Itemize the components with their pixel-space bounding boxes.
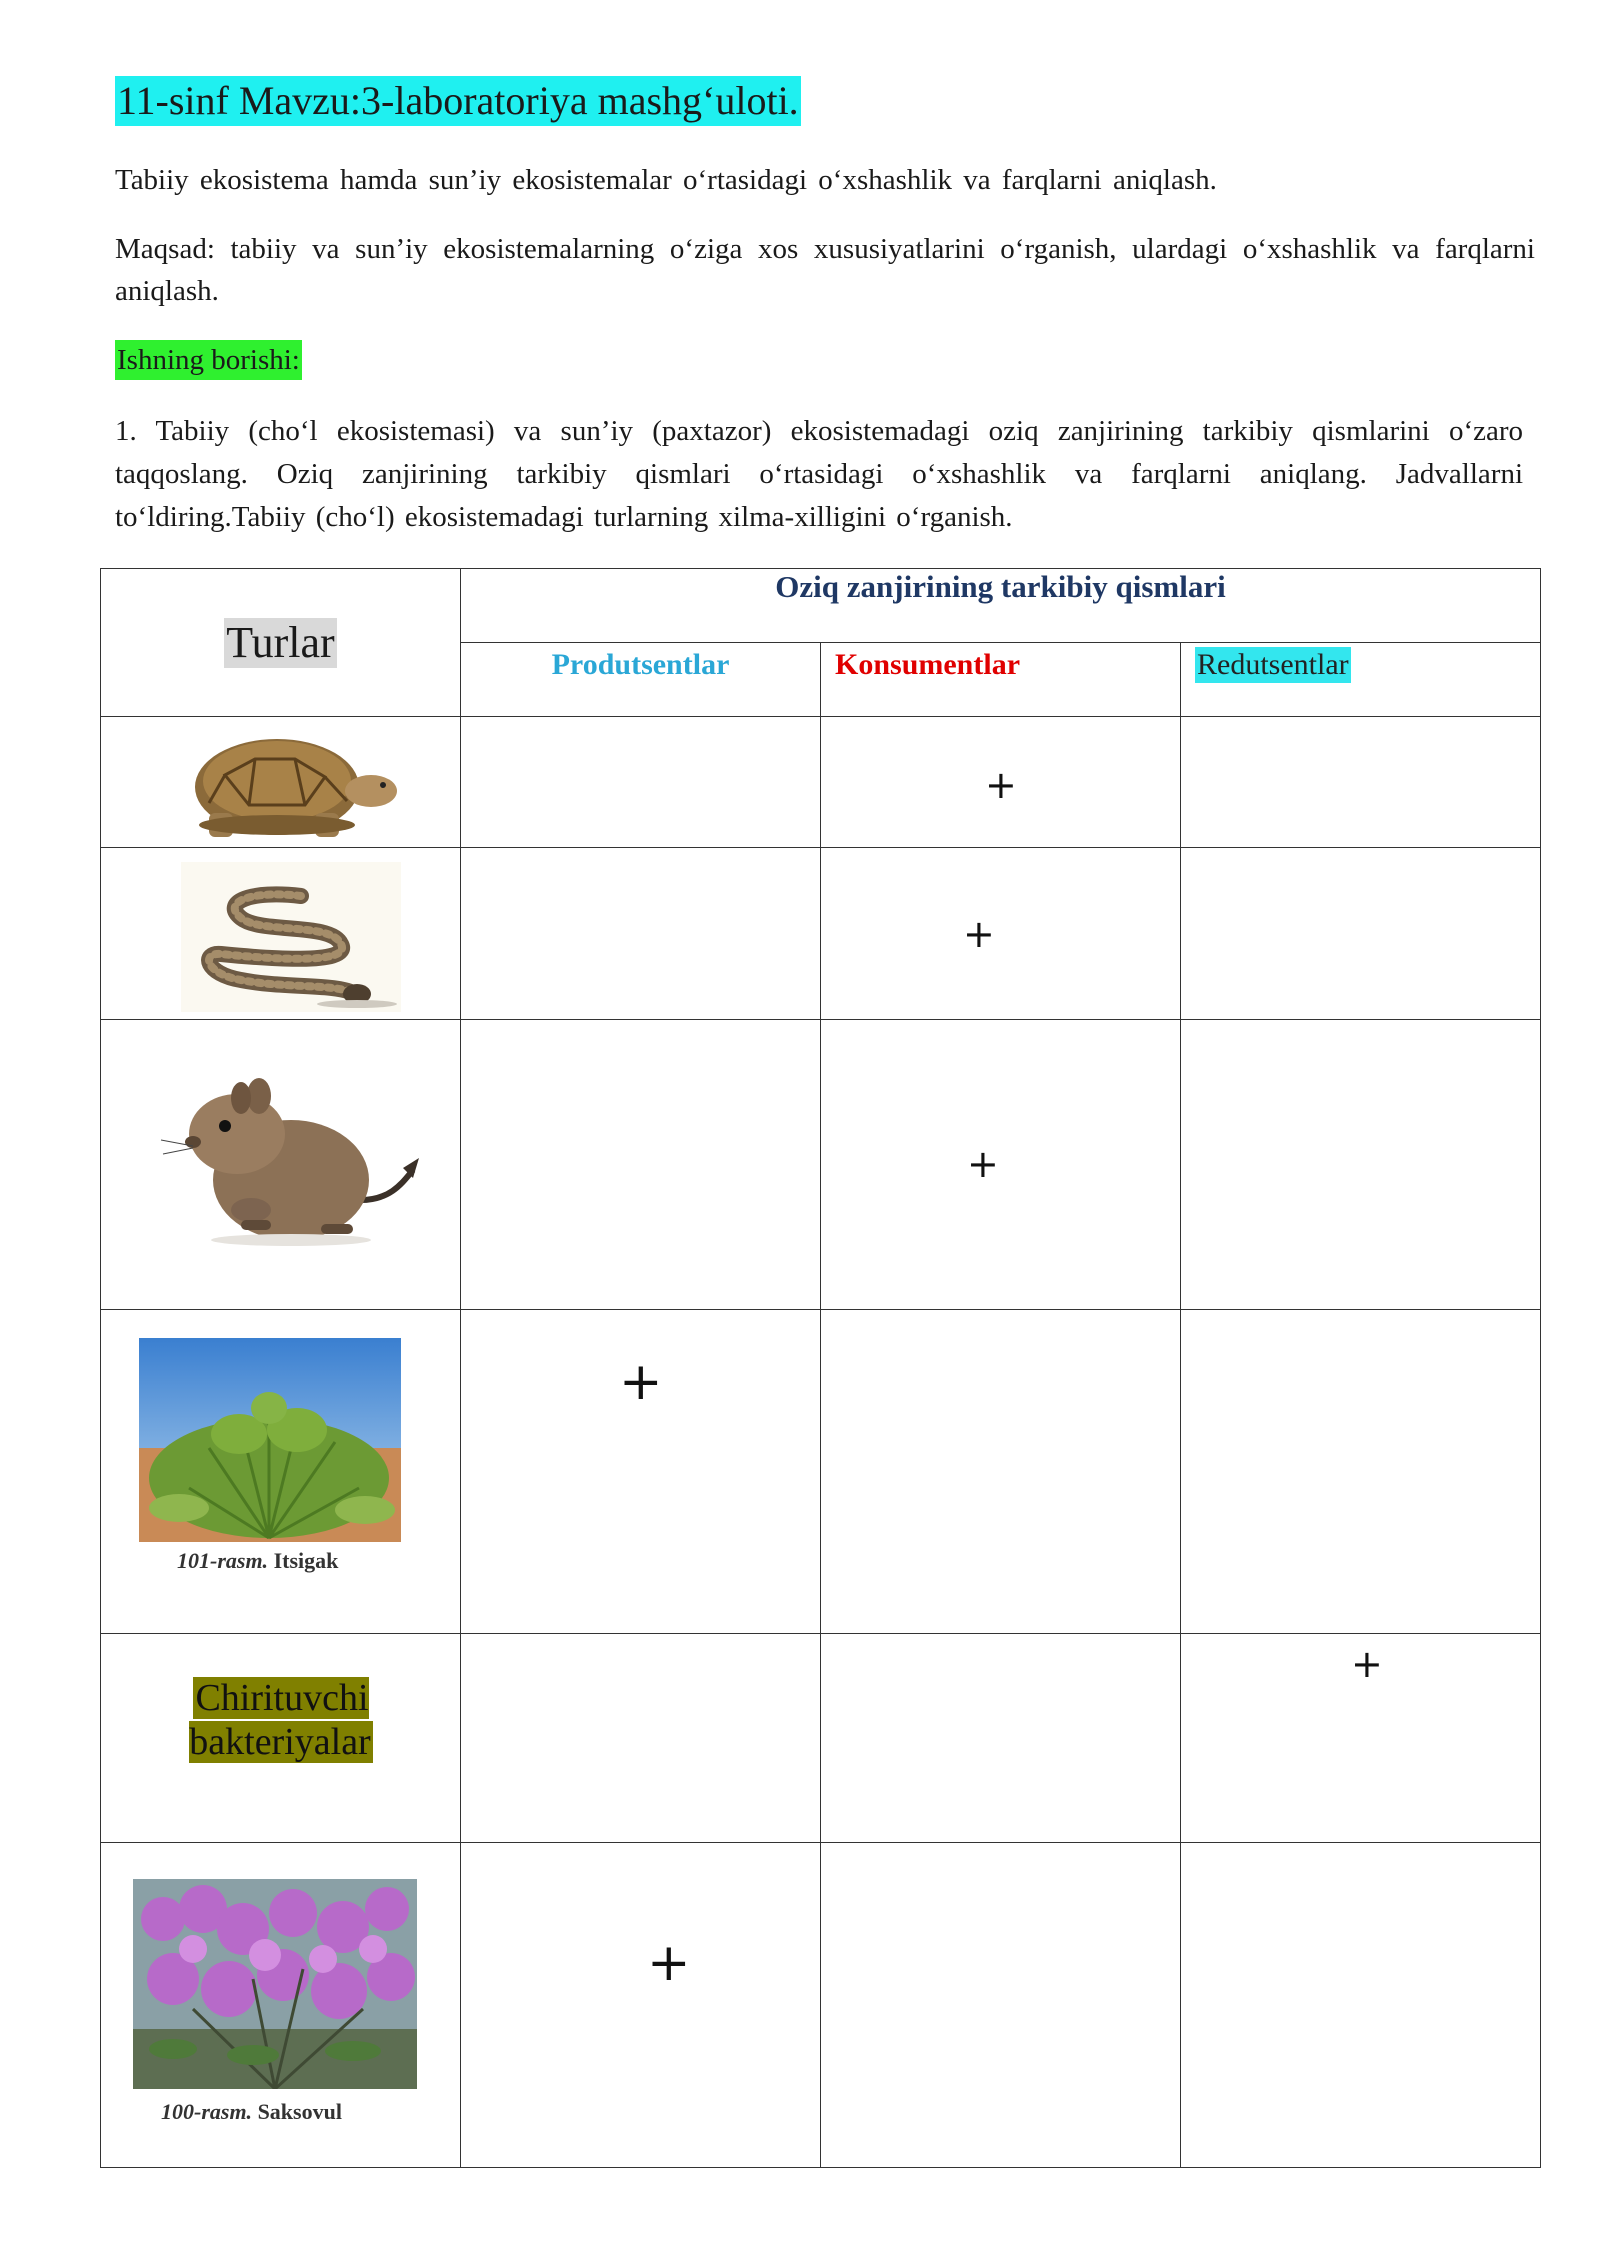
- group-header: Oziq zanjirining tarkibiy qismlari: [775, 569, 1226, 604]
- food-chain-table: [100, 568, 1541, 2168]
- decomposers-cell: [1181, 1310, 1541, 1634]
- decomposers-cell: [1181, 1634, 1541, 1843]
- producers-cell: [461, 1020, 821, 1310]
- decomposers-cell: [1181, 1843, 1541, 2168]
- table-row: [101, 1020, 1541, 1310]
- group-header-cell: [461, 569, 1541, 643]
- mark-plus: +: [619, 1352, 663, 1412]
- mark-plus: +: [647, 1933, 691, 1993]
- consumers-cell: [821, 848, 1181, 1020]
- producers-cell: [461, 1634, 821, 1843]
- itsigak-plant-image: [139, 1338, 401, 1542]
- decomposers-cell: [1181, 848, 1541, 1020]
- consumers-cell: [821, 1634, 1181, 1843]
- species-cell: [101, 1843, 461, 2168]
- caption-name: Itsigak: [273, 1548, 339, 1573]
- producers-header: Produtsentlar: [551, 648, 730, 681]
- producers-cell: [461, 717, 821, 848]
- caption-number: 100-rasm.: [161, 2099, 253, 2124]
- mark-plus: +: [963, 912, 995, 956]
- caption-number: 101-rasm.: [177, 1548, 269, 1573]
- topic-paragraph: Tabiiy ekosistema hamda sun’iy ekosistemalar o‘rtasidagi o‘xshashlik va farqlarni aniqlash.: [115, 164, 1217, 196]
- species-cell: [101, 1020, 461, 1310]
- producers-cell: [461, 1310, 821, 1634]
- mark-plus: +: [985, 763, 1017, 807]
- task-paragraph: 1. Tabiiy (cho‘l ekosistemasi) va sun’iy (paxtazor) ekosistemadagi oziq zanjirining tarkibiy qismlarini o‘zaro taqqoslang. Oziq zanjirining tarkibiy qismlari o‘rtasidagi o‘xshashlik va farqlarni aniqlang. Jadvallarni to‘ldiring.Tabiiy (cho‘l) ekosistemadagi turlarning xilma-xilligini o‘rganish.: [115, 415, 1523, 533]
- species-cell: [101, 717, 461, 848]
- consumers-cell: [821, 1020, 1181, 1310]
- decomposers-header-cell: [1181, 643, 1541, 717]
- mark-plus: +: [967, 1142, 999, 1186]
- goal-paragraph: Maqsad: tabiiy va sun’iy ekosistemalarning o‘ziga xos xususiyatlarini o‘rganish, ulardagi o‘xshashlik va farqlarni aniqlash.: [115, 233, 1535, 307]
- consumers-header: Konsumentlar: [835, 648, 1021, 681]
- mark-plus: +: [1351, 1642, 1383, 1686]
- table-row: [101, 1843, 1541, 2168]
- saksovul-plant-image: [133, 1879, 417, 2089]
- table-row: [101, 1634, 1541, 1843]
- image-caption: [161, 2099, 342, 2125]
- species-cell: [101, 1634, 461, 1843]
- species-header: Turlar: [226, 617, 335, 667]
- decomposers-cell: [1181, 1020, 1541, 1310]
- producers-cell: [461, 848, 821, 1020]
- producers-header-cell: [461, 643, 821, 717]
- procedure-label: Ishning borishi:: [115, 340, 302, 380]
- producers-cell: [461, 1843, 821, 2168]
- tortoise-image: [165, 725, 405, 843]
- decomposers-header: Redutsentlar: [1197, 648, 1349, 681]
- species-cell: [101, 1310, 461, 1634]
- consumers-cell: [821, 1310, 1181, 1634]
- species-header-cell: [101, 569, 461, 717]
- species-cell: [101, 848, 461, 1020]
- image-caption: [177, 1548, 338, 1574]
- bacteria-label: Chirituvchi bakteriyalar: [189, 1677, 371, 1763]
- table-row: [101, 1310, 1541, 1634]
- rodent-image: [141, 1050, 421, 1250]
- table-row: [101, 848, 1541, 1020]
- consumers-cell: [821, 1843, 1181, 2168]
- page-title: 11-sinf Mavzu:3-laboratoriya mashg‘uloti.: [115, 76, 801, 126]
- consumers-header-cell: [821, 643, 1181, 717]
- snake-image: [181, 862, 401, 1012]
- caption-name: Saksovul: [257, 2099, 342, 2124]
- consumers-cell: [821, 717, 1181, 848]
- decomposers-cell: [1181, 717, 1541, 848]
- table-row: [101, 717, 1541, 848]
